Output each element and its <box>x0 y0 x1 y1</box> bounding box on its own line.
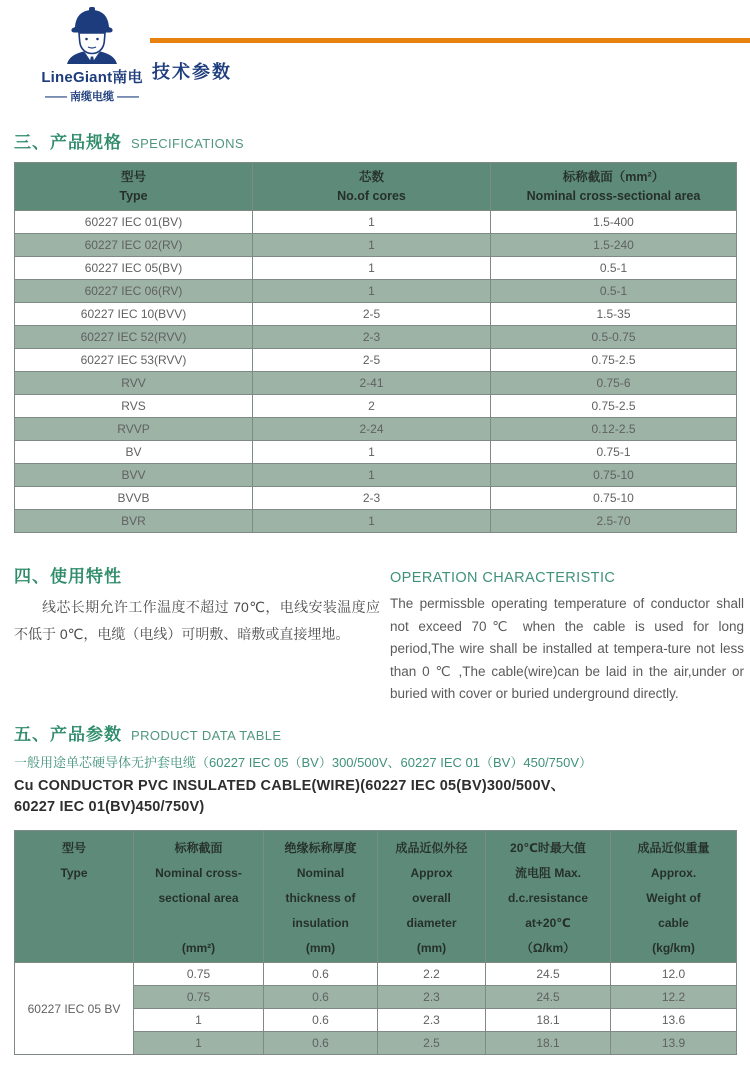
spec-table-cell: 2 <box>253 395 491 418</box>
spec-table-row <box>15 395 737 418</box>
spec-table-row <box>15 211 737 234</box>
data-table-cell: 1 <box>134 1009 264 1032</box>
data-table-row <box>15 963 737 986</box>
col-header-line: 20℃时最大值 <box>510 841 586 855</box>
col-header-line: (mm²) <box>181 941 216 955</box>
col-header-line: 型号 <box>61 841 86 855</box>
product-subtitle-zh: 一般用途单芯硬导体无护套电缆（60227 IEC 05（BV）300/500V、60227 IEC 01（BV）450/750V） <box>14 755 593 770</box>
data-table-cell: 24.5 <box>486 986 611 1009</box>
spec-col-header <box>491 163 737 211</box>
spec-table-cell: 1 <box>253 510 491 533</box>
spec-table-cell: 0.12-2.5 <box>491 418 737 441</box>
spec-table-row <box>15 441 737 464</box>
col-header-line: insulation <box>292 916 349 930</box>
spec-table-cell: 2-41 <box>253 372 491 395</box>
spec-table-cell: 60227 IEC 05(BV) <box>15 257 253 280</box>
data-table-cell: 0.75 <box>134 963 264 986</box>
operation-heading-zh: 四、使用特性 <box>14 567 122 586</box>
spec-table-row <box>15 372 737 395</box>
data-col-header <box>486 831 611 963</box>
spec-table-cell: 1 <box>253 280 491 303</box>
col-header-line: Approx. <box>650 866 697 880</box>
spec-table-cell: 60227 IEC 53(RVV) <box>15 349 253 372</box>
spec-table-row <box>15 303 737 326</box>
col-header-en: Nominal cross-sectional area <box>526 189 701 203</box>
col-header-line: (kg/km) <box>652 941 695 955</box>
spec-table-cell: 2-24 <box>253 418 491 441</box>
col-header-line: Type <box>60 866 88 880</box>
spec-table-cell: 2-5 <box>253 349 491 372</box>
product-section-heading <box>14 720 281 745</box>
spec-table-row <box>15 510 737 533</box>
spec-table-cell: RVVP <box>15 418 253 441</box>
col-header-zh: 芯数 <box>358 170 384 184</box>
col-header-line: Nominal <box>296 866 345 880</box>
operation-heading-en: OPERATION CHARACTERISTIC <box>390 570 616 586</box>
spec-table-cell: 0.75-6 <box>491 372 737 395</box>
specifications-heading-en: SPECIFICATIONS <box>131 136 244 151</box>
operation-body-en: The permissble operating temperature of conductor shall not exceed 70℃ when the cable is used for long period,The wire shall be installed at tempera-ture not less than 0 ℃ ,The cable(wire)can be laid in the air,under or buried with cover or buried underground directly. <box>390 596 744 701</box>
spec-table-cell: BVVB <box>15 487 253 510</box>
col-header-line: Weight of <box>646 891 701 905</box>
data-table-cell: 0.6 <box>264 1009 378 1032</box>
data-col-header <box>264 831 378 963</box>
spec-table-cell: 60227 IEC 06(RV) <box>15 280 253 303</box>
spec-table-cell: 1 <box>253 257 491 280</box>
data-table-cell: 18.1 <box>486 1009 611 1032</box>
spec-col-header <box>15 163 253 211</box>
spec-table <box>14 162 737 533</box>
specifications-section-heading <box>14 128 244 153</box>
col-header-en: Type <box>119 189 148 203</box>
col-header-line: (mm) <box>305 941 336 955</box>
col-header-line: thickness of <box>285 891 356 905</box>
spec-table-row <box>15 349 737 372</box>
sub-brand-text: —— 南缆电缆 —— <box>44 91 140 103</box>
spec-table-cell: 60227 IEC 02(RV) <box>15 234 253 257</box>
col-header-line: 流电阻 Max. <box>514 866 581 880</box>
data-table-cell: 0.75 <box>134 986 264 1009</box>
col-header-line: d.c.resistance <box>507 891 589 905</box>
spec-table-cell: 60227 IEC 10(BVV) <box>15 303 253 326</box>
col-header-en: No.of cores <box>337 189 406 203</box>
data-table-cell: 24.5 <box>486 963 611 986</box>
group-type-cell: 60227 IEC 05 BV <box>15 963 134 1055</box>
spec-table-cell: 60227 IEC 01(BV) <box>15 211 253 234</box>
spec-table-cell: 0.75-2.5 <box>491 349 737 372</box>
construction-worker-icon <box>36 6 148 64</box>
data-table-cell: 2.2 <box>378 963 486 986</box>
data-table-cell: 2.3 <box>378 1009 486 1032</box>
col-header-line: Nominal cross- <box>155 866 242 880</box>
data-col-header <box>611 831 737 963</box>
data-table-cell: 1 <box>134 1032 264 1055</box>
col-header-line: diameter <box>406 916 457 930</box>
spec-table-cell: 0.5-1 <box>491 257 737 280</box>
accent-bar <box>150 38 750 43</box>
operation-section-heading <box>14 562 122 587</box>
spec-table-cell: 0.75-2.5 <box>491 395 737 418</box>
spec-table-cell: RVV <box>15 372 253 395</box>
spec-table-cell: 0.75-10 <box>491 464 737 487</box>
col-header-zh: 型号 <box>120 170 146 184</box>
spec-table-row <box>15 280 737 303</box>
data-table <box>14 830 737 1055</box>
spec-table-cell: 1.5-400 <box>491 211 737 234</box>
col-header-line: overall <box>412 891 451 905</box>
spec-table-cell: 2.5-70 <box>491 510 737 533</box>
data-col-header <box>378 831 486 963</box>
data-table-cell: 0.6 <box>264 986 378 1009</box>
col-header-line: (mm) <box>416 941 447 955</box>
brand-text: LineGiant南电 <box>41 69 143 86</box>
data-table-cell: 18.1 <box>486 1032 611 1055</box>
data-table-cell: 13.9 <box>611 1032 737 1055</box>
spec-table-cell: 1 <box>253 441 491 464</box>
data-table-cell: 2.3 <box>378 986 486 1009</box>
spec-table-row <box>15 257 737 280</box>
col-header-line: sectional area <box>158 891 239 905</box>
col-header-line: 绝缘标称厚度 <box>284 841 357 855</box>
spec-table-cell: 2-3 <box>253 487 491 510</box>
spec-table-row <box>15 487 737 510</box>
spec-table-cell: 60227 IEC 52(RVV) <box>15 326 253 349</box>
col-header-line: cable <box>658 916 689 930</box>
data-table-cell: 2.5 <box>378 1032 486 1055</box>
company-logo <box>36 6 148 104</box>
operation-body-zh: 线芯长期允许工作温度不超过 70℃，电线安装温度应不低于 0℃，电缆（电线）可明敷、暗敷或直接埋地。 <box>14 599 380 642</box>
spec-table-cell: 0.5-0.75 <box>491 326 737 349</box>
data-col-header <box>15 831 134 963</box>
spec-table-cell: 1.5-35 <box>491 303 737 326</box>
spec-table-cell: 1.5-240 <box>491 234 737 257</box>
data-table-cell: 12.2 <box>611 986 737 1009</box>
spec-table-row <box>15 326 737 349</box>
spec-table-cell: 2-5 <box>253 303 491 326</box>
col-header-line <box>134 911 263 936</box>
col-header-line: 标称截面 <box>174 841 223 855</box>
col-header-line: at+20℃ <box>525 916 571 930</box>
product-heading-zh: 五、产品参数 <box>14 725 122 744</box>
spec-col-header <box>253 163 491 211</box>
spec-table-cell: BV <box>15 441 253 464</box>
col-header-line: 成品近似重量 <box>637 841 710 855</box>
col-header-line: 成品近似外径 <box>395 841 468 855</box>
spec-table-cell: 1 <box>253 234 491 257</box>
spec-table-body <box>15 211 737 533</box>
spec-table-cell: 1 <box>253 464 491 487</box>
spec-table-row <box>15 464 737 487</box>
spec-table-row <box>15 418 737 441</box>
spec-table-cell: RVS <box>15 395 253 418</box>
data-table-cell: 0.6 <box>264 963 378 986</box>
data-col-header <box>134 831 264 963</box>
spec-table-header-row <box>15 163 737 211</box>
spec-table-row <box>15 234 737 257</box>
spec-table-cell: 1 <box>253 211 491 234</box>
spec-table-cell: 0.75-1 <box>491 441 737 464</box>
spec-table-cell: BVV <box>15 464 253 487</box>
specifications-heading-zh: 三、产品规格 <box>14 133 122 152</box>
col-header-line: （Ω/km） <box>520 941 576 955</box>
page-title: 技术参数 <box>152 62 232 82</box>
col-header-zh: 标称截面（mm²） <box>562 170 665 184</box>
spec-table-cell: 0.75-10 <box>491 487 737 510</box>
data-table-header-row <box>15 831 737 963</box>
col-header-line: Approx <box>410 866 453 880</box>
spec-table-cell: BVR <box>15 510 253 533</box>
spec-table-cell: 0.5-1 <box>491 280 737 303</box>
data-table-body <box>15 963 737 1055</box>
data-table-cell: 0.6 <box>264 1032 378 1055</box>
product-heading-en: PRODUCT DATA TABLE <box>131 728 282 743</box>
data-table-cell: 12.0 <box>611 963 737 986</box>
product-subtitle-en: Cu CONDUCTOR PVC INSULATED CABLE(WIRE)(60227 IEC 05(BV)300/500V、60227 IEC 01(BV)450/750V) <box>14 778 566 815</box>
spec-table-cell: 2-3 <box>253 326 491 349</box>
data-table-cell: 13.6 <box>611 1009 737 1032</box>
